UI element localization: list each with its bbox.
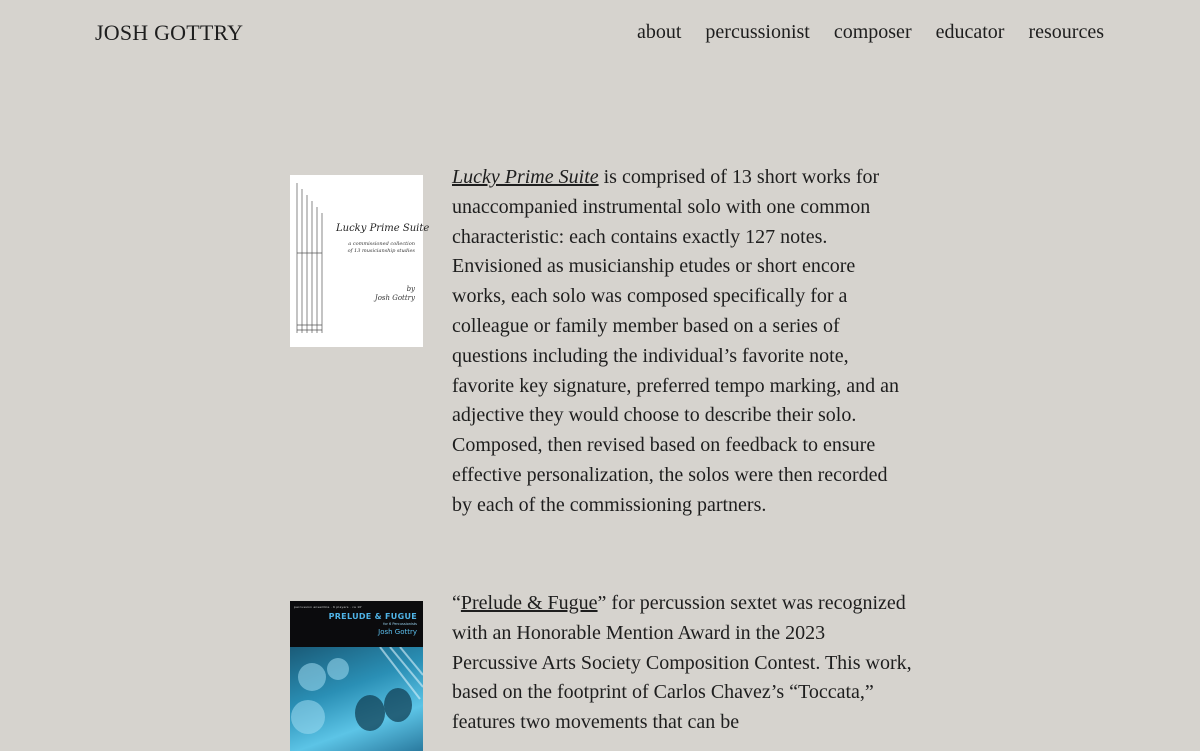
site-header xyxy=(0,0,1200,70)
mallets-photo xyxy=(290,647,423,751)
cover-subtitle: for 6 Percussionists xyxy=(383,622,417,626)
cover-author: Josh Gottry xyxy=(378,628,417,636)
cover-subtitle: a commissioned collection of 13 musicianship studies xyxy=(347,241,415,254)
entry-description xyxy=(452,589,912,738)
description-text: ” for percussion sextet was recognized with an Honorable Mention Award in the 2023 Percussive Arts Society Composition Contest. This work, based on the footprint of Carlos Chavez’s “Toccata,” features two movements that can be xyxy=(452,592,912,734)
nav-educator[interactable]: educator xyxy=(935,21,1005,43)
nav-percussionist[interactable]: percussionist xyxy=(705,21,810,43)
cover-author: Josh Gottry xyxy=(374,294,415,302)
nav-about[interactable]: about xyxy=(636,21,682,43)
open-quote: “ xyxy=(452,592,461,614)
site-title-link[interactable]: JOSH GOTTRY xyxy=(95,20,244,45)
prelude-fugue-cover-image[interactable] xyxy=(290,601,423,751)
cover-author-block xyxy=(375,285,415,303)
nav-resources[interactable]: resources xyxy=(1028,21,1104,43)
staff-lines-graphic xyxy=(290,175,423,347)
entry-description xyxy=(452,163,912,521)
lucky-prime-suite-link[interactable]: Lucky Prime Suite xyxy=(452,166,599,188)
cover-topbar: percussion ensemble · 6 players · ca 10' xyxy=(294,605,363,609)
main-nav xyxy=(637,21,1104,44)
mallet-heads-graphic xyxy=(290,647,423,751)
cover-by: by xyxy=(406,285,415,293)
nav-composer[interactable]: composer xyxy=(833,21,912,43)
cover-title: PRELUDE & FUGUE xyxy=(328,612,417,621)
cover-header-band xyxy=(290,601,423,647)
cover-title: Lucky Prime Suite xyxy=(336,223,430,234)
lucky-prime-suite-cover-image[interactable] xyxy=(290,175,430,347)
prelude-fugue-link[interactable]: Prelude & Fugue xyxy=(460,592,598,614)
description-text: is comprised of 13 short works for unaccompanied instrumental solo with one common characteristic: each contains exactly 127 notes. Envisioned as musicianship etudes or short encore works, each solo was composed specifically for a colleague or family member based on a series of questions including the individual’s favorite note, favorite key signature, preferred tempo marking, and an adjective they would choose to describe their solo. Composed, then revised based on feedback to ensure effective personalization, the solos were then recorded by each of the commissioning partners. xyxy=(452,166,900,516)
